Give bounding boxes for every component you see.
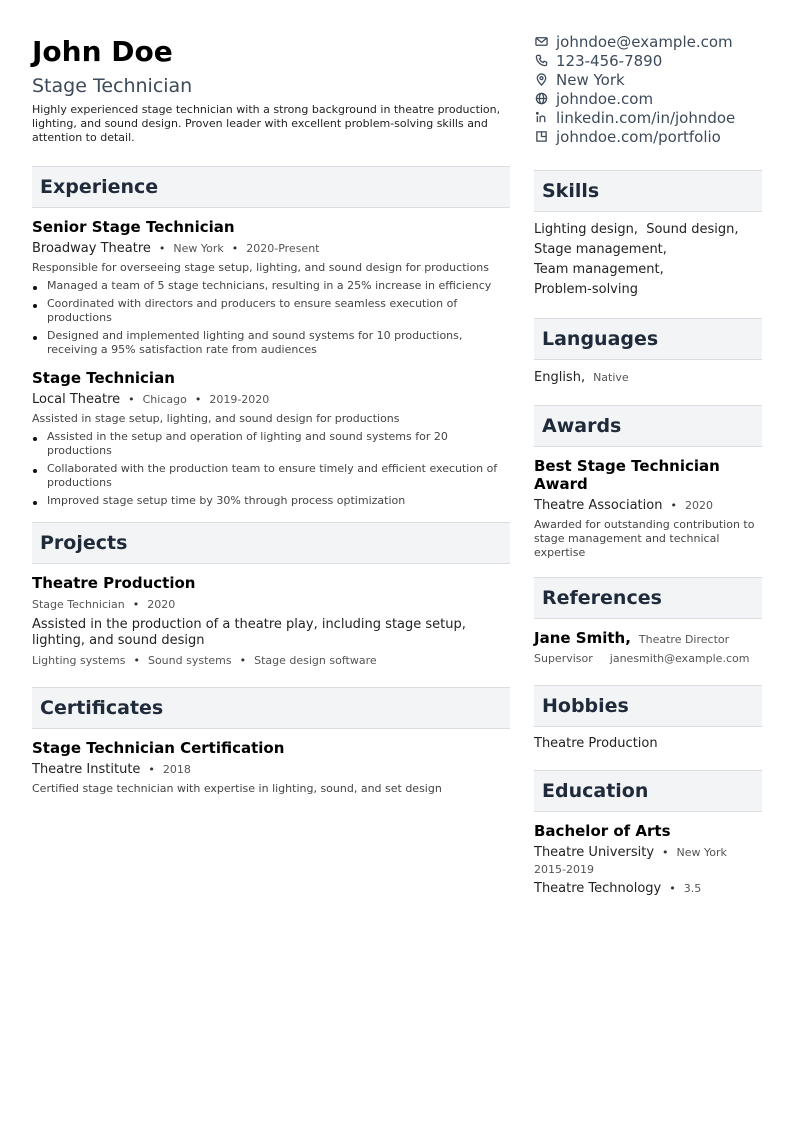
achievement-item: Designed and implemented lighting and sound systems for 10 productions, receiving a 95% satisfaction rate from audiences [32, 329, 510, 357]
contact-location-text: New York [556, 70, 625, 89]
awards-heading: Awards [534, 405, 762, 447]
hobbies-heading: Hobbies [534, 685, 762, 727]
experience-entry [32, 369, 510, 508]
reference-entry [534, 629, 762, 665]
job-headline: Stage Technician [32, 75, 193, 97]
achievement-item: Managed a team of 5 stage technicians, resulting in a 25% increase in efficiency [32, 279, 510, 293]
separator-dot: • [158, 242, 166, 255]
education-section [534, 770, 762, 897]
main-column [32, 36, 510, 796]
award-issuer: Theatre Association [534, 498, 663, 513]
project-tag: Sound systems [147, 654, 232, 667]
projects-section [32, 522, 510, 667]
achievement-item: Coordinated with directors and producers to ensure seamless execution of productions [32, 297, 510, 325]
job-company: Local Theatre [32, 392, 121, 407]
job-meta [32, 240, 510, 257]
separator-dot: • [670, 499, 677, 512]
award-year: 2020 [684, 499, 713, 512]
certificate-name: Stage Technician Certification [32, 739, 285, 757]
job-meta [32, 391, 510, 408]
project-meta [32, 596, 510, 613]
separator-dot: • [669, 882, 676, 895]
project-description: Assisted in the production of a theatre play, including stage setup, lighting, and sound design [32, 617, 466, 648]
job-summary: Responsible for overseeing stage setup, lighting, and sound design for productions [32, 261, 489, 274]
separator-dot: • [239, 654, 247, 667]
reference-header [534, 629, 762, 647]
skills-line: Lighting design, Sound design, [534, 222, 739, 237]
reference-details [534, 652, 762, 665]
job-company: Broadway Theatre [32, 241, 151, 256]
project-role: Stage Technician [32, 598, 125, 611]
achievement-item: Collaborated with the production team to ensure timely and efficient execution of productions [32, 462, 510, 490]
achievement-item: Assisted in the setup and operation of lighting and sound systems for 20 productions [32, 430, 510, 458]
contact-website-text: johndoe.com [556, 89, 654, 108]
projects-heading: Projects [32, 522, 510, 564]
globe-icon [534, 92, 548, 106]
references-heading: References [534, 577, 762, 619]
award-name: Best Stage Technician Award [534, 457, 720, 493]
certificates-heading: Certificates [32, 687, 510, 729]
separator-dot: • [132, 598, 140, 611]
award-description: Awarded for outstanding contribution to stage management and technical expertise [534, 518, 755, 559]
contact-list [534, 32, 762, 146]
education-gpa: 3.5 [683, 882, 702, 895]
degree-name: Bachelor of Arts [534, 822, 671, 840]
contact-portfolio[interactable] [534, 127, 762, 146]
hobbies-section [534, 685, 762, 751]
separator-dot: • [128, 393, 135, 406]
linkedin-icon [534, 111, 548, 125]
job-location: New York [173, 242, 224, 255]
job-role: Senior Stage Technician [32, 218, 235, 236]
reference-name: Jane Smith, [534, 629, 631, 647]
reference-email[interactable]: janesmith@example.com [609, 652, 750, 665]
location-icon [534, 73, 548, 87]
job-dates: 2019-2020 [209, 393, 270, 406]
skills-line: Problem-solving [534, 282, 638, 297]
school-location: New York [676, 846, 727, 859]
contact-website[interactable] [534, 89, 762, 108]
education-field: Theatre Technology [534, 881, 662, 896]
project-tag: Lighting systems [32, 654, 126, 667]
contact-location [534, 70, 762, 89]
phone-icon [534, 54, 548, 68]
contact-phone[interactable] [534, 51, 762, 70]
separator-dot: • [231, 242, 239, 255]
contact-linkedin-text: linkedin.com/in/johndoe [556, 108, 736, 127]
sidebar-column [534, 32, 762, 897]
language-level: Native [593, 371, 629, 384]
experience-entry [32, 218, 510, 357]
job-role: Stage Technician [32, 369, 175, 387]
skills-section [534, 170, 762, 300]
education-entry [534, 822, 762, 897]
experience-heading: Experience [32, 166, 510, 208]
contact-email[interactable] [534, 32, 762, 51]
references-section [534, 577, 762, 665]
job-dates: 2020-Present [246, 242, 320, 255]
hobby-item: Theatre Production [534, 736, 658, 751]
languages-section [534, 318, 762, 385]
project-tag: Stage design software [254, 654, 377, 667]
separator-dot: • [194, 393, 202, 406]
education-dates: 2015-2019 [534, 863, 594, 876]
job-location: Chicago [142, 393, 187, 406]
separator-dot: • [133, 654, 140, 667]
award-meta [534, 497, 762, 514]
award-entry [534, 457, 762, 560]
project-entry [32, 574, 510, 667]
contact-phone-text: 123-456-7890 [556, 51, 663, 70]
contact-linkedin[interactable] [534, 108, 762, 127]
skills-list [534, 220, 762, 300]
education-field-row [534, 880, 762, 897]
certificate-entry [32, 739, 510, 796]
achievement-item: Improved stage setup time by 30% through process optimization [32, 494, 510, 508]
education-heading: Education [534, 770, 762, 812]
certificate-meta [32, 761, 510, 778]
language-item [534, 370, 762, 385]
school-name: Theatre University [534, 845, 655, 860]
job-achievements [32, 279, 510, 357]
separator-dot: • [662, 846, 669, 859]
language-name: English, [534, 370, 586, 385]
experience-section [32, 166, 510, 508]
contact-portfolio-text: johndoe.com/portfolio [556, 127, 721, 146]
job-summary: Assisted in stage setup, lighting, and sound design for productions [32, 412, 400, 425]
portfolio-icon [534, 130, 548, 144]
certificate-year: 2018 [162, 763, 191, 776]
separator-dot: • [148, 763, 155, 776]
certificates-section [32, 687, 510, 796]
education-meta [534, 844, 762, 861]
reference-relation: Supervisor [534, 652, 593, 665]
person-name: John Doe [32, 35, 173, 68]
languages-heading: Languages [534, 318, 762, 360]
mail-icon [534, 35, 548, 49]
awards-section [534, 405, 762, 560]
skills-line: Stage management, [534, 242, 667, 257]
contact-email-text: johndoe@example.com [556, 32, 733, 51]
certificate-description: Certified stage technician with expertise in lighting, sound, and set design [32, 782, 442, 795]
profile-summary: Highly experienced stage technician with a strong background in theatre production, lighting, and sound design. Proven leader with excellent problem-solving skills and attention to detail. [32, 103, 501, 144]
project-name: Theatre Production [32, 574, 196, 592]
skills-heading: Skills [534, 170, 762, 212]
skills-line: Team management, [534, 262, 664, 277]
job-achievements [32, 430, 510, 508]
project-tags [32, 654, 510, 667]
reference-role: Theatre Director [638, 633, 730, 646]
project-year: 2020 [147, 598, 176, 611]
certificate-issuer: Theatre Institute [32, 762, 141, 777]
